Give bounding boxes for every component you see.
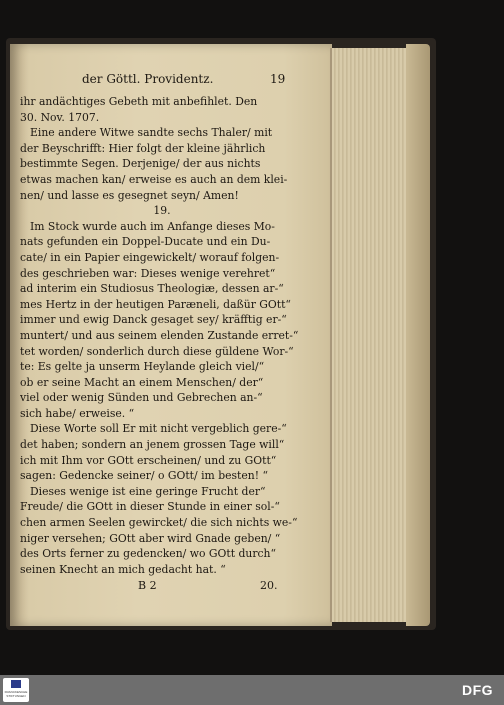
text-line: des Orts ferner zu gedencken/ wo GOtt durch“ <box>20 547 277 561</box>
text-line: Diese Worte soll Er mit nicht vergeblich gere-“ <box>30 422 287 436</box>
text-line: seinen Knecht an mich gedacht hat. “ <box>20 562 226 576</box>
running-head: der Göttl. Providentz. <box>82 72 214 86</box>
text-line: der Beyschrifft: Hier folgt der kleine jährlich <box>20 141 266 155</box>
text-line: ad interim ein Studiosus Theologiæ, dessen ar-“ <box>20 282 284 296</box>
library-logo-text: FRANCKESCHE STIFTUNGEN <box>4 690 28 698</box>
text-line: nats gefunden ein Doppel-Ducate und ein Du- <box>20 235 271 249</box>
text-line: Freude/ die GOtt in dieser Stunde in einer sol-“ <box>20 500 280 514</box>
text-line: Dieses wenige ist eine geringe Frucht der“ <box>30 484 266 498</box>
text-line: muntert/ und aus seinem elenden Zustande erret-“ <box>20 328 299 342</box>
text-line: nen/ und lasse es gesegnet seyn/ Amen! <box>20 188 239 202</box>
viewer-footer-bar <box>0 675 504 705</box>
page-footer <box>20 579 324 595</box>
dfg-logo[interactable]: DFG <box>462 682 494 698</box>
page-header <box>20 72 324 94</box>
page-text <box>20 72 324 595</box>
text-line: niger versehen; GOtt aber wird Gnade geben/ “ <box>20 531 281 545</box>
text-line: tet worden/ sonderlich durch diese güldene Wor-“ <box>20 344 294 358</box>
page-edges <box>330 48 410 622</box>
text-line: sich habe/ erweise. “ <box>20 406 135 420</box>
text-line: des geschrieben war: Dieses wenige verehret“ <box>20 266 276 280</box>
text-line: 30. Nov. 1707. <box>20 110 100 124</box>
text-line: ich mit Ihm vor GOtt erscheinen/ und zu GOtt“ <box>20 453 277 467</box>
text-line: mes Hertz in der heutigen Paræneli, daßür GOtt“ <box>20 297 291 311</box>
text-line: viel oder wenig Sünden und Gebrechen an-“ <box>20 391 263 405</box>
signature-mark: B 2 <box>138 579 157 593</box>
text-line: det haben; sondern an jenem grossen Tage will“ <box>20 438 285 452</box>
book-cover-edge <box>406 44 430 626</box>
library-logo[interactable] <box>3 678 29 702</box>
text-line: Eine andere Witwe sandte sechs Thaler/ mit <box>30 126 273 140</box>
text-line: cate/ in ein Papier eingewickelt/ worauf folgen- <box>20 250 280 264</box>
text-line: ihr andächtiges Gebeth mit anbefihlet. Den <box>20 95 258 108</box>
text-line: immer und ewig Danck gesaget sey/ kräfftig er-“ <box>20 313 287 327</box>
text-line: chen armen Seelen gewircket/ die sich nichts we-“ <box>20 516 298 530</box>
text-line: te: Es gelte ja unserm Heylande gleich viel/“ <box>20 360 265 374</box>
page-number: 19 <box>270 72 286 86</box>
section-number: 19. <box>153 204 171 218</box>
catchword: 20. <box>260 579 278 593</box>
text-line: Im Stock wurde auch im Anfange dieses Mo- <box>30 219 275 233</box>
text-line: sagen: Gedencke seiner/ o GOtt/ im besten! “ <box>20 469 269 483</box>
text-line: bestimmte Segen. Derjenige/ der aus nichts <box>20 157 261 171</box>
text-line: ob er seine Macht an einem Menschen/ der“ <box>20 375 264 389</box>
text-line: etwas machen kan/ erweise es auch an dem klei- <box>20 172 288 186</box>
library-emblem-icon <box>11 680 21 688</box>
